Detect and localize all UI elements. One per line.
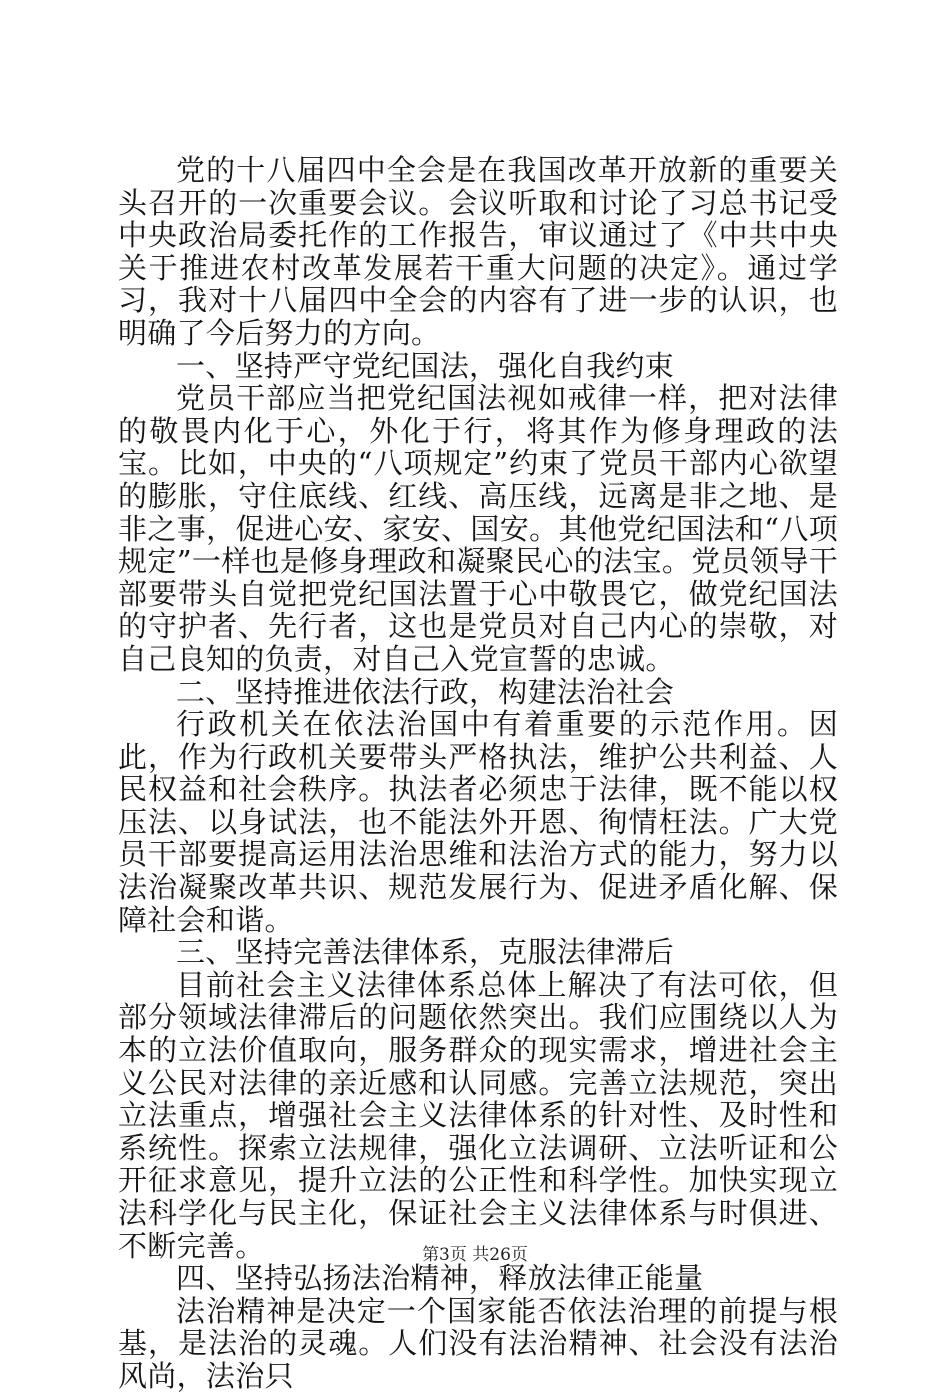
page-number-footer: 第3页 共26页 xyxy=(422,1245,528,1265)
section-heading-2: 二、坚持推进依法行政，构建法治社会 xyxy=(176,674,675,709)
intro-paragraph: 党的十八届四中全会是在我国改革开放新的重要关头召开的一次重要会议。会议听取和讨论了习总书记受中央政治局委托作的工作报告，审议通过了《中共中央关于推进农村改革发展若干重大问题的决定》。通过学习，我对十八届四中全会的内容有了进一步的认识，也明确了今后努力的方向。 xyxy=(118,153,838,350)
section-paragraph-2: 行政机关在依法治国中有着重要的示范作用。因此，作为行政机关要带头严格执法，维护公共利益、人民权益和社会秩序。执法者必须忠于法律，既不能以权压法、以身试法，也不能法外开恩、徇情枉法。广大党员干部要提高运用法治思维和法治方式的能力，努力以法治凝聚改革共识、规范发展行为、促进矛盾化解、保障社会和谐。 xyxy=(118,707,838,937)
section-paragraph-3: 目前社会主义法律体系总体上解决了有法可依，但部分领域法律滞后的问题依然突出。我们应围绕以人为本的立法价值取向，服务群众的现实需求，增进社会主义公民对法律的亲近感和认同感。完善立法规范，突出立法重点，增强社会主义法律体系的针对性、及时性和系统性。探索立法规律，强化立法调研、立法听证和公开征求意见，提升立法的公正性和科学性。加快实现立法科学化与民主化，保证社会主义法律体系与时俱进、不断完善。 xyxy=(118,967,838,1263)
section-paragraph-4: 法治精神是决定一个国家能否依法治理的前提与根基，是法治的灵魂。人们没有法治精神、社会没有法治风尚，法治只 xyxy=(118,1293,838,1393)
section-paragraph-1: 党员干部应当把党纪国法视如戒律一样，把对法律的敬畏内化于心，外化于行，将其作为修身理政的法宝。比如，中央的“八项规定”约束了党员干部内心欲望的膨胀，守住底线、红线、高压线，远离是非之地、是非之事，促进心安、家安、国安。其他党纪国法和“八项规定”一样也是修身理政和凝聚民心的法宝。党员领导干部要带头自觉把党纪国法置于心中敬畏它，做党纪国法的守护者、先行者，这也是党员对自己内心的崇敬，对自己良知的负责，对自己入党宣誓的忠诚。 xyxy=(118,381,838,676)
document-body xyxy=(118,154,838,1393)
section-heading-3: 三、坚持完善法律体系，克服法律滞后 xyxy=(176,935,675,970)
section-heading-4: 四、坚持弘扬法治精神，释放法律正能量 xyxy=(176,1261,704,1296)
section-heading-1: 一、坚持严守党纪国法，强化自我约束 xyxy=(176,348,675,383)
